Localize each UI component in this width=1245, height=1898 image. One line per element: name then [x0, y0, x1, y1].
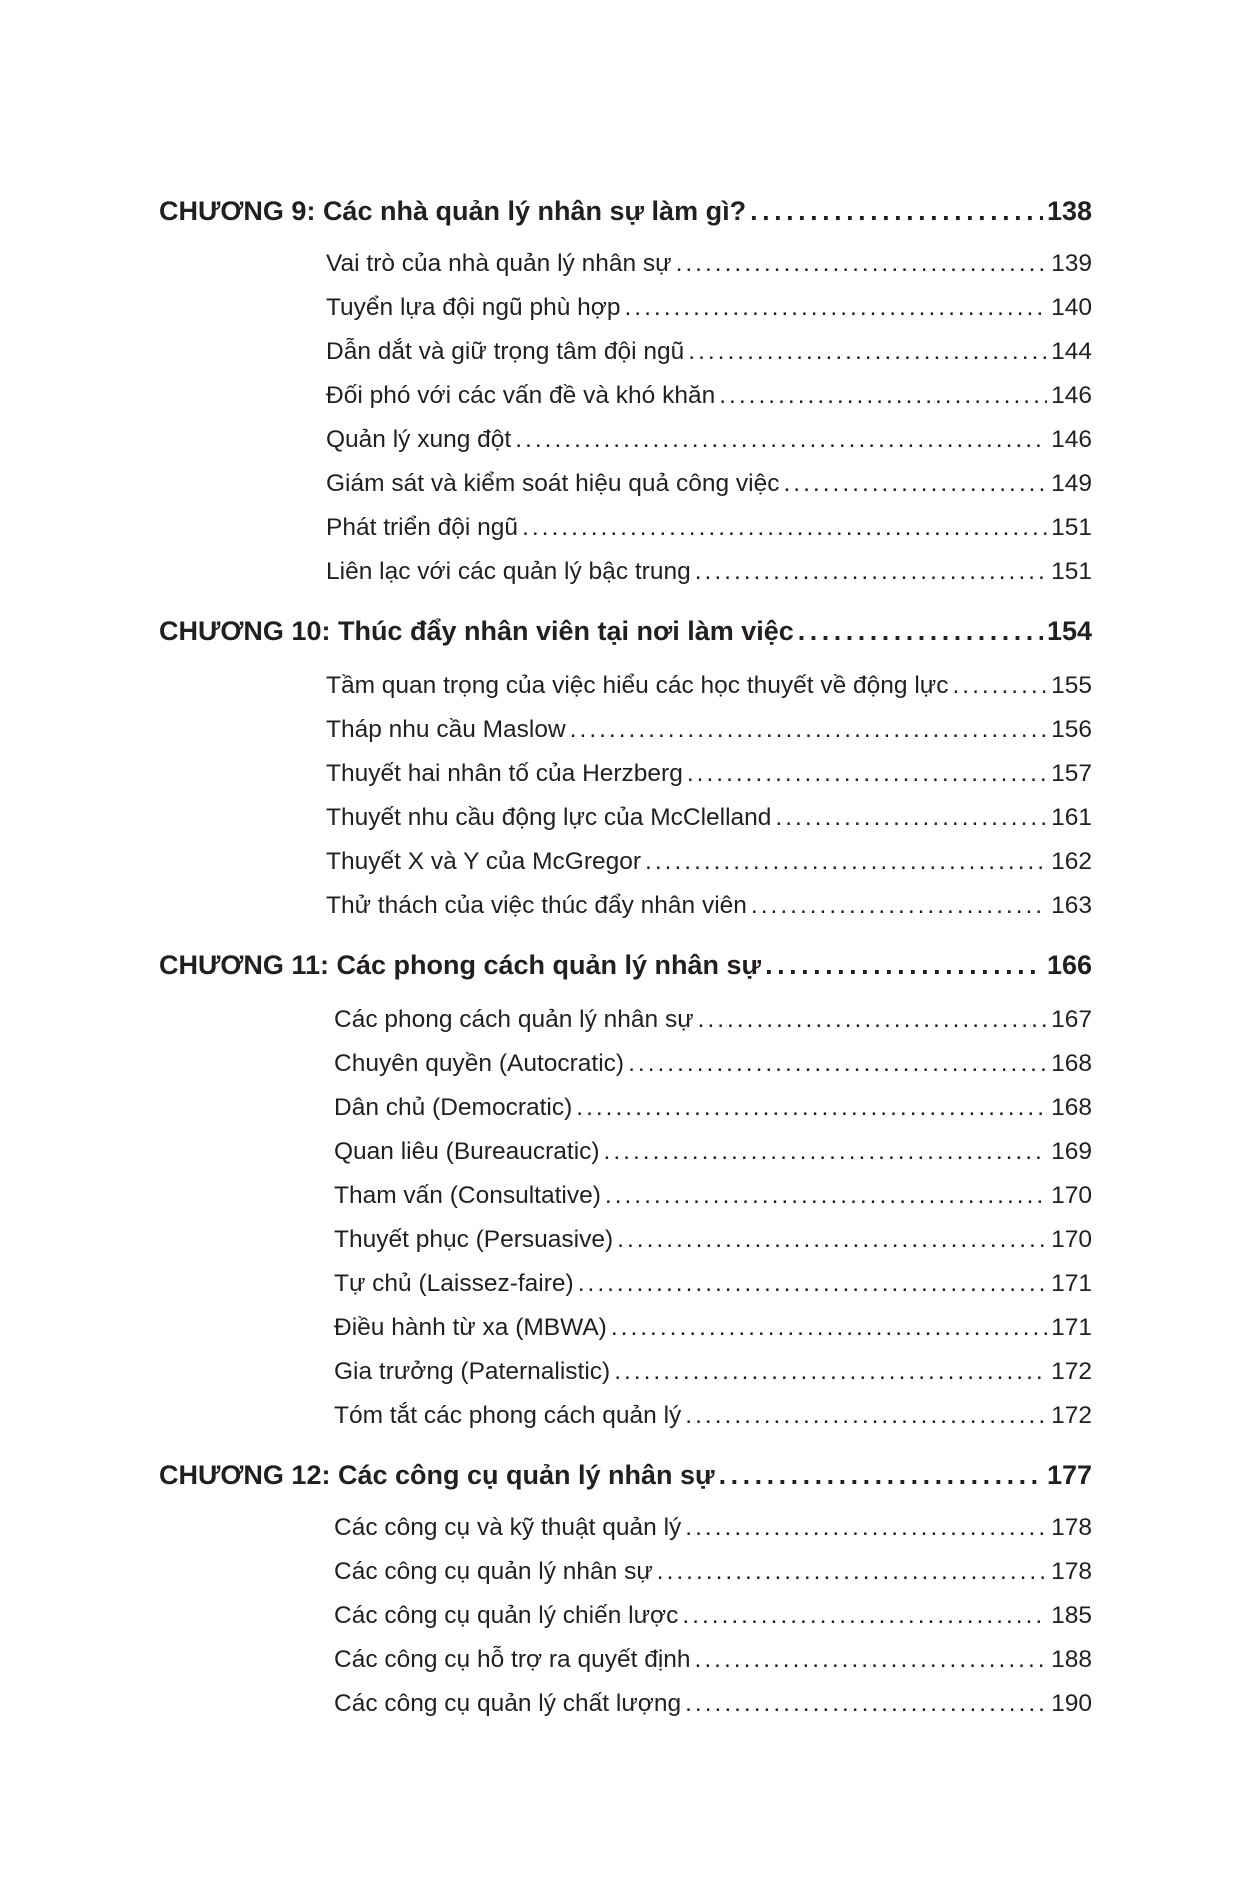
- entry-title: Thuyết X và Y của McGregor: [326, 848, 642, 875]
- toc-entry[interactable]: [326, 426, 1092, 454]
- leader-dots: [676, 250, 1048, 278]
- entry-title: Các công cụ quản lý nhân sự: [334, 1558, 653, 1585]
- toc-entry[interactable]: [334, 1270, 1092, 1298]
- toc-entry[interactable]: [326, 470, 1092, 498]
- toc-entry[interactable]: [326, 514, 1092, 542]
- entry-title: Thử thách của việc thúc đẩy nhân viên: [326, 892, 747, 919]
- leader-dots: [750, 196, 1043, 227]
- entry-page-number: 162: [1051, 848, 1092, 875]
- toc-entry[interactable]: [326, 672, 1092, 700]
- entry-page-number: 185: [1051, 1602, 1092, 1629]
- leader-dots: [578, 1270, 1047, 1298]
- entry-page-number: 155: [1051, 672, 1092, 699]
- toc-entry[interactable]: [334, 1402, 1092, 1430]
- chapter-title: CHƯƠNG 11: Các phong cách quản lý nhân sự: [159, 950, 762, 980]
- leader-dots: [624, 294, 1047, 322]
- toc-entry[interactable]: [334, 1138, 1092, 1166]
- toc-entry[interactable]: [334, 1358, 1092, 1386]
- entry-title: Liên lạc với các quản lý bậc trung: [326, 558, 691, 585]
- entry-page-number: 161: [1051, 804, 1092, 831]
- entry-page-number: 171: [1051, 1314, 1092, 1341]
- leader-dots: [751, 892, 1047, 920]
- entry-title: Điều hành từ xa (MBWA): [334, 1314, 607, 1341]
- toc-entry[interactable]: [326, 382, 1092, 410]
- leader-dots: [657, 1558, 1047, 1586]
- leader-dots: [628, 1050, 1047, 1078]
- chapter-page-number: 154: [1046, 616, 1092, 646]
- toc-entry[interactable]: [334, 1050, 1092, 1078]
- leader-dots: [698, 1006, 1047, 1034]
- entry-page-number: 151: [1051, 514, 1092, 541]
- entry-page-number: 170: [1051, 1182, 1092, 1209]
- entry-title: Thuyết hai nhân tố của Herzberg: [326, 760, 683, 787]
- toc-entry[interactable]: [334, 1602, 1092, 1630]
- leader-dots: [695, 558, 1047, 586]
- entry-title: Tuyển lựa đội ngũ phù hợp: [326, 294, 621, 321]
- entry-page-number: 157: [1051, 760, 1092, 787]
- entry-page-number: 171: [1051, 1270, 1092, 1297]
- leader-dots: [783, 470, 1047, 498]
- entry-page-number: 146: [1051, 426, 1092, 453]
- chapter-11-heading[interactable]: [159, 950, 1092, 981]
- entry-page-number: 170: [1051, 1226, 1092, 1253]
- entry-page-number: 190: [1051, 1690, 1092, 1717]
- entry-title: Gia trưởng (Paternalistic): [334, 1358, 611, 1385]
- toc-entry[interactable]: [334, 1558, 1092, 1586]
- toc-entry[interactable]: [334, 1514, 1092, 1542]
- entry-page-number: 167: [1051, 1006, 1092, 1033]
- entry-page-number: 156: [1051, 716, 1092, 743]
- toc-entry[interactable]: [334, 1314, 1092, 1342]
- leader-dots: [614, 1358, 1047, 1386]
- toc-entry[interactable]: [334, 1094, 1092, 1122]
- toc-entry[interactable]: [326, 716, 1092, 744]
- toc-entry[interactable]: [326, 804, 1092, 832]
- entry-title: Tham vấn (Consultative): [334, 1182, 601, 1209]
- entry-title: Tóm tắt các phong cách quản lý: [334, 1402, 682, 1429]
- entry-page-number: 169: [1051, 1138, 1092, 1165]
- entry-title: Chuyên quyền (Autocratic): [334, 1050, 625, 1077]
- toc-entry[interactable]: [334, 1690, 1092, 1718]
- chapter-page-number: 138: [1046, 196, 1092, 226]
- toc-entry[interactable]: [326, 294, 1092, 322]
- entry-title: Quản lý xung đột: [326, 426, 512, 453]
- entry-title: Dân chủ (Democratic): [334, 1094, 573, 1121]
- entry-title: Quan liêu (Bureaucratic): [334, 1138, 600, 1165]
- chapter-page-number: 177: [1046, 1460, 1092, 1490]
- chapter-title: CHƯƠNG 9: Các nhà quản lý nhân sự làm gì?: [159, 196, 747, 226]
- entry-page-number: 168: [1051, 1050, 1092, 1077]
- chapter-12-heading[interactable]: [159, 1460, 1092, 1491]
- entry-title: Dẫn dắt và giữ trọng tâm đội ngũ: [326, 338, 685, 365]
- leader-dots: [765, 950, 1043, 981]
- leader-dots: [685, 1514, 1047, 1542]
- toc-entry[interactable]: [326, 558, 1092, 586]
- entry-title: Tầm quan trọng của việc hiểu các học thuyết về động lực: [326, 672, 949, 699]
- leader-dots: [695, 1646, 1048, 1674]
- leader-dots: [719, 382, 1047, 410]
- leader-dots: [719, 1460, 1043, 1491]
- chapter-title: CHƯƠNG 12: Các công cụ quản lý nhân sự: [159, 1460, 715, 1490]
- entry-title: Giám sát và kiểm soát hiệu quả công việc: [326, 470, 780, 497]
- chapter-title: CHƯƠNG 10: Thúc đẩy nhân viên tại nơi làm việc: [159, 616, 794, 646]
- toc-entry[interactable]: [334, 1006, 1092, 1034]
- leader-dots: [685, 1690, 1047, 1718]
- entry-page-number: 172: [1051, 1358, 1092, 1385]
- entry-title: Thuyết phục (Persuasive): [334, 1226, 614, 1253]
- chapter-9-heading[interactable]: [159, 196, 1092, 227]
- entry-page-number: 149: [1051, 470, 1092, 497]
- entry-title: Các công cụ và kỹ thuật quản lý: [334, 1514, 682, 1541]
- entry-title: Đối phó với các vấn đề và khó khăn: [326, 382, 716, 409]
- leader-dots: [522, 514, 1047, 542]
- entry-page-number: 140: [1051, 294, 1092, 321]
- toc-entry[interactable]: [334, 1182, 1092, 1210]
- leader-dots: [798, 616, 1043, 647]
- entry-page-number: 188: [1051, 1646, 1092, 1673]
- leader-dots: [688, 338, 1047, 366]
- leader-dots: [570, 716, 1047, 744]
- toc-entry[interactable]: [326, 848, 1092, 876]
- leader-dots: [617, 1226, 1047, 1254]
- chapter-page-number: 166: [1046, 950, 1092, 980]
- entry-title: Các công cụ quản lý chiến lược: [334, 1602, 679, 1629]
- leader-dots: [645, 848, 1047, 876]
- entry-title: Thuyết nhu cầu động lực của McClelland: [326, 804, 772, 831]
- toc-entry[interactable]: [326, 250, 1092, 278]
- entry-page-number: 163: [1051, 892, 1092, 919]
- entry-page-number: 178: [1051, 1514, 1092, 1541]
- entry-page-number: 178: [1051, 1558, 1092, 1585]
- entry-page-number: 168: [1051, 1094, 1092, 1121]
- entry-page-number: 172: [1051, 1402, 1092, 1429]
- entry-title: Vai trò của nhà quản lý nhân sự: [326, 250, 672, 277]
- entry-title: Các công cụ quản lý chất lượng: [334, 1690, 682, 1717]
- entry-title: Tự chủ (Laissez-faire): [334, 1270, 574, 1297]
- leader-dots: [515, 426, 1047, 454]
- entry-page-number: 139: [1051, 250, 1092, 277]
- toc-entry[interactable]: [326, 338, 1092, 366]
- entry-page-number: 151: [1051, 558, 1092, 585]
- toc-entry[interactable]: [326, 760, 1092, 788]
- leader-dots: [775, 804, 1047, 832]
- toc-entry[interactable]: [334, 1226, 1092, 1254]
- leader-dots: [685, 1402, 1047, 1430]
- toc-entry[interactable]: [326, 892, 1092, 920]
- leader-dots: [605, 1182, 1047, 1210]
- leader-dots: [952, 672, 1047, 700]
- leader-dots: [611, 1314, 1047, 1342]
- chapter-10-heading[interactable]: [159, 616, 1092, 647]
- toc-entry[interactable]: [334, 1646, 1092, 1674]
- leader-dots: [682, 1602, 1047, 1630]
- entry-title: Các công cụ hỗ trợ ra quyết định: [334, 1646, 691, 1673]
- entry-title: Tháp nhu cầu Maslow: [326, 716, 566, 743]
- leader-dots: [604, 1138, 1048, 1166]
- entry-title: Phát triển đội ngũ: [326, 514, 519, 541]
- entry-page-number: 146: [1051, 382, 1092, 409]
- entry-title: Các phong cách quản lý nhân sự: [334, 1006, 694, 1033]
- leader-dots: [576, 1094, 1047, 1122]
- leader-dots: [687, 760, 1047, 788]
- entry-page-number: 144: [1051, 338, 1092, 365]
